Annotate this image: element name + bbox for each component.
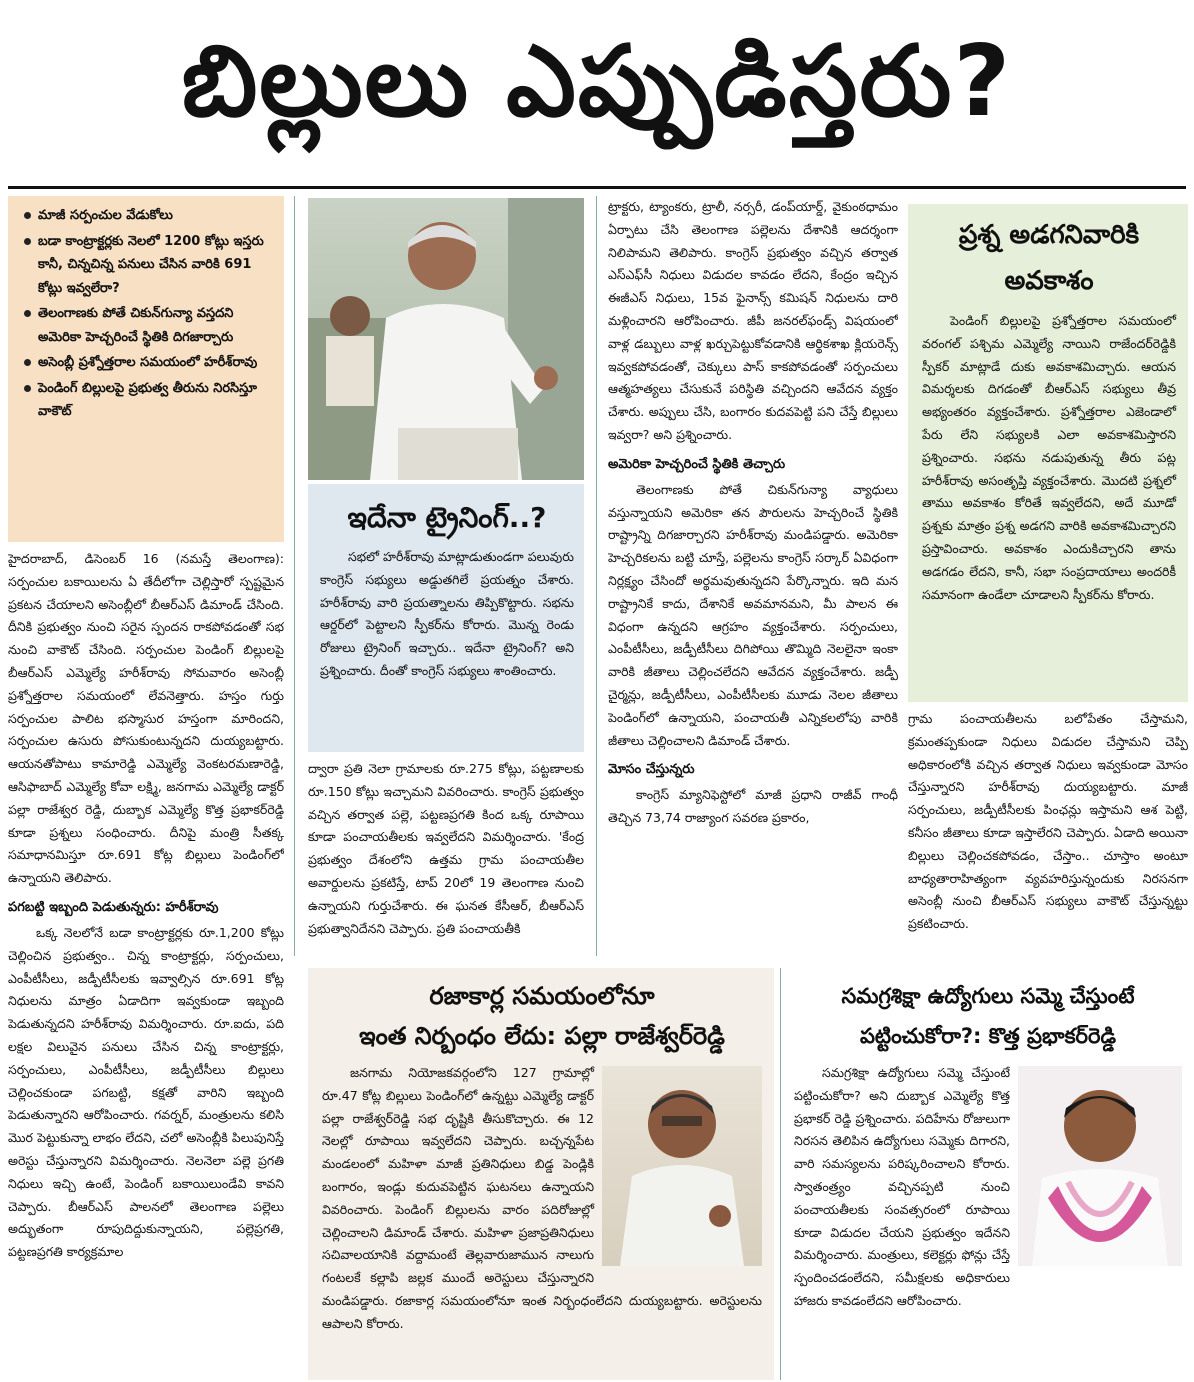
bullet-icon — [24, 238, 31, 245]
col4-body: గ్రామ పంచాయతీలను బలోపేతం చేస్తామని, క్రమంతప్పకుండా నిధులు విడుదల చేస్తామని చెప్పి అధికారంలోకి వచ్చిన తర్వాత నిధులు ఇవ్వకుండా మోసం చేస్తున్నారని హరీశ్‌రావు దుయ్యబట్టారు. మాజీ సర్పంచులు, జడ్పీటీసీలకు పింఛన్లు ఇస్తామని ఆశ పెట్టి, కనీసం జీతాలు కూడా ఇస్తాలేరని చెప్పారు. ఏడాది అయినా బిల్లులు చెల్లించకపోవడం, చేస్తాం.. చూస్తాం అంటూ బాధ్యతారాహిత్యంగా వ్యవహరిస్తున్నందుకు నిరసనగా అసెంబ్లీ నుంచి బీఆర్‌ఎస్ సభ్యులు వాకౌట్ చేస్తున్నట్టు ప్రకటించారు. — [908, 711, 1188, 932]
column-divider — [780, 968, 781, 1380]
idena-training-title: ఇదేనా ట్రైనింగ్..? — [347, 501, 547, 534]
column-3 — [608, 196, 898, 960]
prabhakar-title-line-1: సమగ్రశిక్షా ఉద్యోగులు సమ్మె చేస్తుంటే — [841, 984, 1135, 1008]
col3-paragraph-2: తెలంగాణకు పోతే చికున్‌గున్యా వ్యాధులు వస్తున్నాయని అమెరికా తన పౌరులను హెచ్చరించే స్థితికి రాష్ట్రాన్ని దిగజార్చారని హరీశ్‌రావు మండిపడ్డారు. అమెరికా హెచ్చరికలను బట్టి చూస్తే, పల్లెలను కాంగ్రెస్ సర్కార్ ఏవిధంగా నిర్లక్ష్యం చేసిందో అర్థమవుతున్నదని పేర్కొన్నారు. ఇది మన రాష్ట్రానికే కాదు, దేశానికే అవమానమని, మీ పాలన ఈ విధంగా ఉన్నదని ఆగ్రహం వ్యక్తంచేశారు. సర్పంచులు, ఎంపీటీసీలు, జడ్పీటీసీలు దిగిపోయి తొమ్మిది నెలలైనా ఇంకా వారికి జీతాలు చెల్లించలేదని ఆవేదన వ్యక్తంచేశారు. జడ్పీ చైర్మన్లు, జడ్పీటీసీలు, ఎంపీటీసీలకు మూడు నెలల జీతాలు పెండింగ్‌లో ఉన్నాయని, పంచాయతీ ఎన్నికలలోపు వారికి జీతాలు చెల్లించాలని డిమాండ్ చేశారు. — [608, 481, 898, 748]
highlights-box — [8, 196, 284, 542]
column-1 — [8, 548, 284, 1380]
prabhakar-portrait-icon — [1018, 1066, 1182, 1266]
speaker-box-body: పెండింగ్ బిల్లులపై ప్రశ్నోత్తరాల సమయంలో వరంగల్ పశ్చిమ ఎమ్మెల్యే నాయిని రాజేందర్‌రెడ్డికి స్పీకర్ మాట్లాడే దుకు అవకాశమిచ్చారు. ఆయన విమర్శలకు దిగడంతో బీఆర్‌ఎస్ సభ్యులు తీవ్ర అభ్యంతరం వ్యక్తంచేశారు. ప్రశ్నోత్తరాల ఎజెండాలో పేరు లేని సభ్యులకి ఎలా అవకాశమిస్తారని ప్రశ్నించారు. సభను నడుపుతున్న తీరు పట్ల హరీశ్‌రావు అసంతృప్తి వ్యక్తంచేశారు. మొదటి ప్రశ్నలో తాము అవకాశం కోరితే ఇవ్వలేదని, అదే మూడో ప్రశ్నకు మాత్రం ప్రశ్న అడగని వారికి అవకాశమిచ్చారని ప్రస్తావించారు. అవకాశం ఎందుకిచ్చారని తాను అడగడం లేదని, కానీ, సభా సంప్రదాయాలు అందరికీ సమానంగా ఉండేలా చూడాలని స్పీకర్‌ను కోరారు. — [922, 313, 1176, 602]
col3-paragraph-3: కాంగ్రెస్ మ్యానిఫెస్టోలో మాజీ ప్రధాని రాజీవ్ గాంధీ తెచ్చిన 73,74 రాజ్యాంగ సవరణ ప్రకారం, — [608, 787, 898, 826]
column-2-continued — [308, 758, 584, 958]
highlights-list — [24, 204, 274, 424]
subhead-harish: పగబట్టి ఇబ్బంది పెడుతున్నరు: హరీశ్‌రావు — [8, 899, 219, 915]
subhead-america: అమెరికా హెచ్చరించే స్థితికి తెచ్చారు — [608, 456, 786, 472]
headline-rule — [8, 186, 1186, 189]
palla-title-line-1: రజాకార్ల సమయంలోనూ — [429, 982, 655, 1010]
bullet-icon — [24, 310, 31, 317]
column-divider — [294, 196, 295, 956]
harish-rao-photo — [308, 198, 584, 480]
idena-training-box — [308, 484, 584, 752]
subhead-mosam: మోసం చేస్తున్నరు — [608, 762, 695, 778]
palla-body: జనగామ నియోజకవర్గంలోని 127 గ్రామాల్లో రూ.47 కోట్ల బిల్లులు పెండింగ్‌లో ఉన్నట్టు ఎమ్మెల్యే డాక్టర్ పల్లా రాజేశ్వర్‌రెడ్డి సభ దృష్టికి తీసుకొచ్చారు. ఈ 12 నెలల్లో రూపాయి ఇవ్వలేదని చెప్పారు. బచ్చన్నపేట మండలంలో మహిళా మాజీ ప్రతినిధులు బిడ్డ పెండ్లికి బంగారం, ఇండ్లు కుదువపెట్టిన ఘటనలు ఉన్నాయని వివరించారు. పెండింగ్ బిల్లులను వారం పదిరోజుల్లో చెల్లించాలని డిమాండ్ చేశారు. మహిళా ప్రజాప్రతినిధులు సచివాలయానికి వద్దామంటే తెల్లవారుజామున నాలుగు గంటలకే కల్లాపి జల్లక ముందే అరెస్టులు చేస్తున్నారని మండిపడ్డారు. రజాకార్ల సమయంలోనూ ఇంత నిర్బంధంలేదని దుయ్యబట్టారు. అరెస్టులను ఆపాలని కోరారు. — [322, 1065, 762, 1331]
palla-story — [308, 968, 774, 1380]
palla-photo — [602, 1066, 762, 1266]
col2-body: ద్వారా ప్రతి నెలా గ్రామాలకు రూ.275 కోట్లు, పట్టణాలకు రూ.150 కోట్లు ఇచ్చామని వివరించారు. కాంగ్రెస్ ప్రభుత్వం వచ్చిన తర్వాత పల్లె, పట్టణప్రగతి కింద ఒక్క రూపాయి కూడా పంచాయతీలకు ఇవ్వలేదని విమర్శించారు. 'కేంద్ర ప్రభుత్వం దేశంలోని ఉత్తమ గ్రామ పంచాయతీల అవార్డులను ప్రకటిస్తే, టాప్ 20లో 19 తెలంగాణ నుంచి ఉన్నాయని గుర్తుచేశారు. ఈ ఘనత కేసీఆర్, బీఆర్‌ఎస్ ప్రభుత్వానిదేనని చెప్పారు. ప్రతి పంచాయతీకి — [308, 761, 584, 936]
col3-paragraph-1: ట్రాక్టరు, ట్యాంకరు, ట్రాలీ, నర్సరీ, డంప్‌యార్డ్, వైకుంఠధామం ఏర్పాటు చేసి తెలంగాణ పల్లెలను దేశానికి ఆదర్శంగా నిలిపామని తెలిపారు. కాంగ్రెస్ ప్రభుత్వం వచ్చిన తర్వాత ఎస్‌ఎఫ్‌సీ నిధులు విడుదల కావడం లేదని, కేంద్రం ఇచ్చిన ఈజీఎస్ నిధులు, 15వ ఫైనాన్స్ కమిషన్ నిధులను దారి మళ్లించారని ఆరోపించారు. జీపీ జనరల్‌ఫండ్స్ విషయంలో వాళ్ల డబ్బులు వాళ్ల ఖర్చుపెట్టుకోవడానికి ఆర్థికశాఖ క్లియరెన్స్ ఇవ్వకపోవడంతో, చెక్కులు పాస్ కాకపోవడంతో సర్పంచులు ఆత్మహత్యలు చేసుకునే పరిస్థితి వచ్చిందని ఆవేదన వ్యక్తం చేశారు. అప్పులు చేసి, బంగారం కుదవపెట్టి పని చేస్తే బిల్లులు ఇవ్వరా? అని ప్రశ్నించారు. — [608, 199, 898, 442]
col1-body: ఒక్క నెలలోనే బడా కాంట్రాక్టర్లకు రూ.1,200 కోట్లు చెల్లించిన ప్రభుత్వం.. చిన్న కాంట్రాక్టర్లు, సర్పంచులు, ఎంపీటీసీలు, జడ్పీటీసీలకు ఇవ్వాల్సిన రూ.691 కోట్ల నిధులను మాత్రం ఏడాదిగా ఇవ్వకుండా ఇబ్బంది పెడుతున్నదని హరీశ్‌రావు విమర్శించారు. రూ.ఐదు, పది లక్షల విలువైన పనులు చేసిన చిన్న కాంట్రాక్టర్లు, సర్పంచులు, ఎంపీటీసీలు, జడ్పీటీసీలు బిల్లులు చెల్లించకుండా పగబట్టి, కక్షతో వారిని ఇబ్బంది పెడుతున్నారని ఆరోపించారు. గవర్నర్, మంత్రులను కలిసి మొర పెట్టుకున్నా లాభం లేదని, చలో అసెంబ్లీకి పిలుపునిస్తే అరెస్టు చేస్తున్నారని విమర్శించారు. నెలనెలా పల్లె ప్రగతి నిధులు ఇచ్చి ఉంటే, పెండింగ్ బకాయిలుండేవి కావని చెప్పారు. బీఆర్‌ఎస్ పాలనలో తెలంగాణ పల్లెలు అద్భుతంగా రూపుదిద్దుకున్నాయని, పల్లెప్రగతి, పట్టణప్రగతి కార్యక్రమాల — [8, 924, 284, 1260]
palla-title-line-2: ఇంత నిర్బంధం లేదు: పల్లా రాజేశ్వర్‌రెడ్డి — [359, 1022, 725, 1050]
palla-portrait-icon — [602, 1066, 762, 1266]
lead-paragraph: హైదరాబాద్, డిసెంబర్ 16 (నమస్తే తెలంగాణ): సర్పంచుల బకాయిలను ఏ తేదీలోగా చెల్లిస్తారో స్పష్టమైన ప్రకటన చేయాలని అసెంబ్లీలో బీఆర్‌ఎస్ డిమాండ్ చేసింది. దీనికి ప్రభుత్వం నుంచి సరైన స్పందన రాకపోవడంతో సభ నుంచి వాకౌట్ చేసింది. సర్పంచుల పెండింగ్ బిల్లులపై బీఆర్‌ఎస్ ఎమ్మెల్యే హరీశ్‌రావు సోమవారం అసెంబ్లీ ప్రశ్నోత్తరాల సమయంలో లేవనెత్తారు. హస్తం గుర్తు సర్పంచుల పాలిట భస్మాసుర హస్తంగా మారిందని, సర్పంచుల ఉసురు పోసుకుంటున్నదని దుయ్యబట్టారు. ఆయనతోపాటు కామారెడ్డి ఎమ్మెల్యే వెంకటరమణారెడ్డి, ఆసిఫాబాద్ ఎమ్మెల్యే కోవా లక్ష్మి, జనగామ ఎమ్మెల్యే డాక్టర్ పల్లా రాజేశ్వర రెడ్డి, దుబ్బాక ఎమ్మెల్యే కొత్త ప్రభాకర్‌రెడ్డి కూడా ప్రశ్నలు సంధించారు. దీనిపై మంత్రి సీతక్క సమాధానమిస్తూ రూ.691 కోట్ల బిల్లులు పెండింగ్‌లో ఉన్నాయని తెలిపారు. — [8, 551, 284, 886]
column-divider — [596, 196, 597, 956]
highlight-item: అసెంబ్లీ ప్రశ్నోత్తరాల సమయంలో హరీశ్‌రావు — [24, 351, 274, 375]
prabhakar-body: సమగ్రశిక్షా ఉద్యోగులు సమ్మె చేస్తుంటే పట్టించుకోరా? అని దుబ్బాక ఎమ్మెల్యే కొత్త ప్రభాకర్ రెడ్డి ప్రశ్నించారు. పదిహేను రోజులుగా నిరసన తెలిపిన ఉద్యోగులు సమ్మెకు దిగారని, వారి సమస్యలను పరిష్కరించాలని కోరారు. స్వాతంత్ర్యం వచ్చినప్పటి నుంచి పంచాయతీలకు సంవత్సరంలో రూపాయి కూడా విడుదల చేయని ప్రభుత్వం ఇదేనని విమర్శించారు. మంత్రులు, కలెక్టర్లు ఫోన్లు చేస్తే స్పందించడంలేదని, సమీక్షలకు అధికారులు హాజరు కావడంలేదని ఆరోపించారు. — [794, 1065, 1010, 1308]
bullet-icon — [24, 212, 31, 219]
highlight-item: తెలంగాణకు పోతే చికున్‌గున్యా వస్తదని అమెరికా హెచ్చరించే స్థితికి దిగజార్చారు — [24, 302, 274, 349]
speaker-photo-icon — [308, 198, 584, 480]
highlight-item: బడా కాంట్రాక్టర్లకు నెలలో 1200 కోట్లు ఇస్తరు కానీ, చిన్నచిన్న పనులు చేసిన వారికి 691 కోట్లు ఇవ్వలేరా? — [24, 230, 274, 301]
headline: బిల్లులు ఎప్పుడిస్తరు? — [181, 25, 1013, 139]
bullet-icon — [24, 359, 31, 366]
bullet-icon — [24, 385, 31, 392]
speaker-box — [908, 204, 1188, 702]
prabhakar-story — [788, 968, 1188, 1380]
prabhakar-photo — [1018, 1066, 1182, 1266]
highlight-item: మాజీ సర్పంచుల వేడుకోలు — [24, 204, 274, 228]
prabhakar-title-line-2: పట్టించుకోరా?: కొత్త ప్రభాకర్‌రెడ్డి — [859, 1024, 1117, 1048]
highlight-item: పెండింగ్ బిల్లులపై ప్రభుత్వ తీరును నిరసిస్తూ వాకౌట్ — [24, 377, 274, 424]
column-4-continued — [908, 708, 1188, 960]
idena-training-body: సభలో హరీశ్‌రావు మాట్లాడుతుండగా పలువురు కాంగ్రెస్ సభ్యులు అడ్డుతగిలే ప్రయత్నం చేశారు. హరీశ్‌రావు వారి ప్రయత్నాలను తిప్పికొట్టారు. సభను ఆర్డర్‌లో పెట్టాలని స్పీకర్‌ను కోరారు. మొన్న రెండు రోజులు ట్రైనింగ్ ఇచ్చారు.. ఇదేనా ట్రైనింగ్? అని ప్రశ్నించారు. దీంతో కాంగ్రెస్ సభ్యులు శాంతించారు. — [320, 549, 574, 678]
speaker-box-title: ప్రశ్న అడగనివారికి అవకాశం — [958, 220, 1140, 296]
